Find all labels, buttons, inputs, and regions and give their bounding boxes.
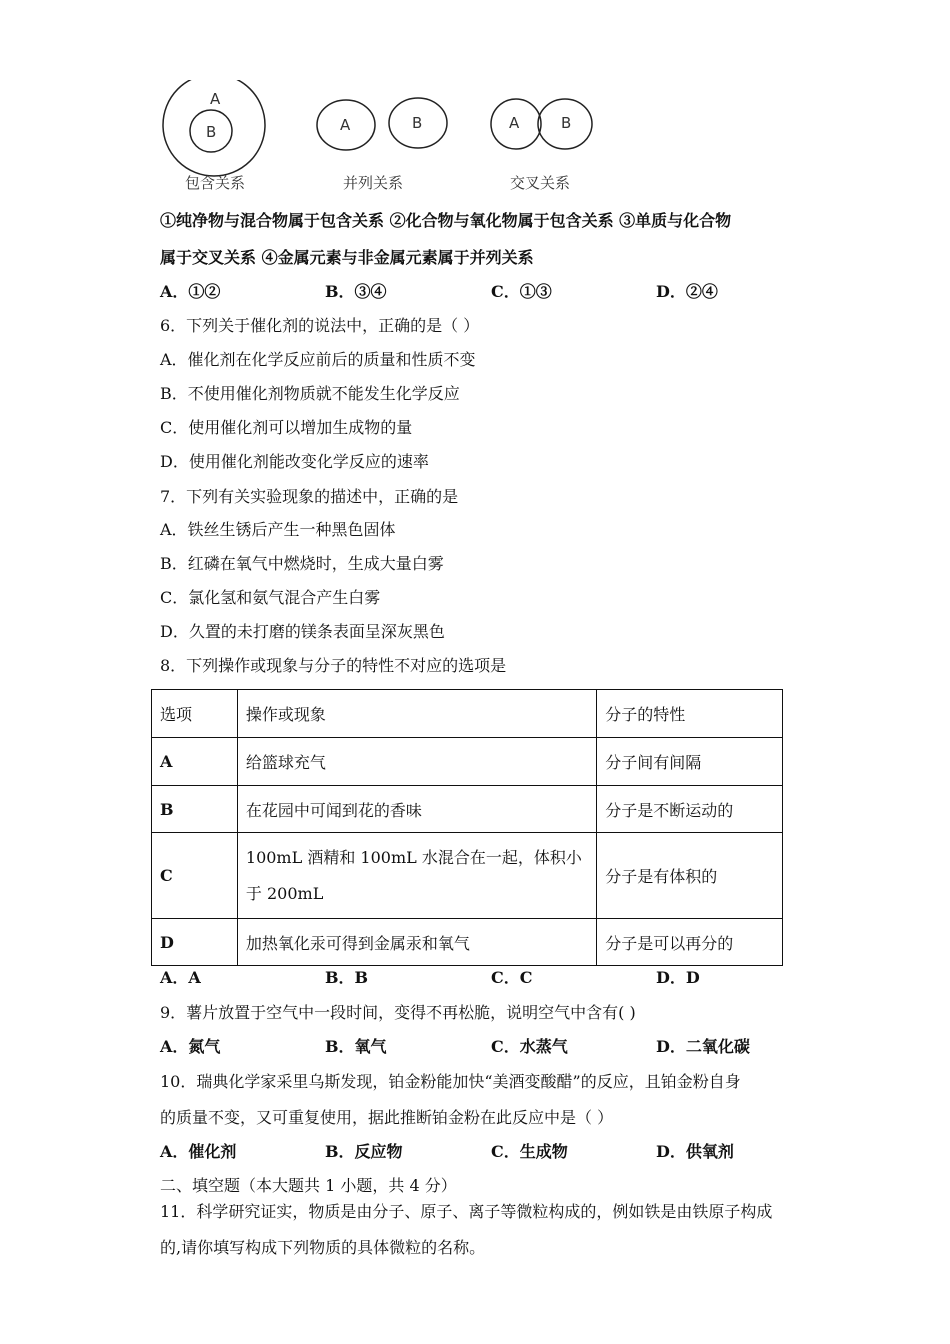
table-row <box>152 786 783 833</box>
q10-option-c[interactable]: C．生成物 <box>491 1142 568 1161</box>
q9-option-d[interactable]: D．二氧化碳 <box>656 1037 750 1056</box>
q8-option-b[interactable]: B．B <box>325 968 369 987</box>
q8-option-d[interactable]: D．D <box>656 968 700 987</box>
q7-stem: 7．下列有关实验现象的描述中，正确的是 <box>160 487 459 506</box>
row-a-operation: 给篮球充气 <box>237 738 596 786</box>
q10-option-b[interactable]: B．反应物 <box>325 1142 403 1161</box>
label-b-inner: B <box>206 123 217 141</box>
header-property: 分子的特性 <box>597 690 783 738</box>
q5-statements-line2: 属于交叉关系 ④金属元素与非金属元素属于并列关系 <box>160 248 534 267</box>
row-a-property: 分子间有间隔 <box>597 738 783 786</box>
q7-option-a[interactable]: A．铁丝生锈后产生一种黑色固体 <box>160 520 396 539</box>
q6-option-d[interactable]: D．使用催化剂能改变化学反应的速率 <box>160 452 429 471</box>
row-c-operation: 100mL 酒精和 100mL 水混合在一起，体积小于 200mL <box>237 833 596 919</box>
q8-option-c[interactable]: C．C <box>491 968 533 987</box>
q11-stem-line1: 11．科学研究证实，物质是由分子、原子、离子等微粒构成的，例如铁是由铁原子构成 <box>160 1202 773 1221</box>
q5-option-d[interactable]: D．②④ <box>656 282 718 301</box>
q8-table <box>151 689 783 966</box>
row-b-option: B <box>152 786 238 833</box>
row-b-property: 分子是不断运动的 <box>597 786 783 833</box>
q7-option-c[interactable]: C．氯化氢和氨气混合产生白雾 <box>160 588 381 607</box>
q10-stem-line2: 的质量不变，又可重复使用，据此推断铂金粉在此反应中是（ ） <box>160 1108 614 1127</box>
q9-option-b[interactable]: B．氧气 <box>325 1037 387 1056</box>
q9-option-c[interactable]: C．水蒸气 <box>491 1037 568 1056</box>
row-a-option: A <box>152 738 238 786</box>
q8-option-a[interactable]: A．A <box>160 968 201 987</box>
label-a-intersect: A <box>509 114 520 132</box>
q5-option-c[interactable]: C．①③ <box>491 282 552 301</box>
caption-intersection: 交叉关系 <box>510 174 571 192</box>
label-b-parallel: B <box>412 114 423 132</box>
q6-option-a[interactable]: A．催化剂在化学反应前后的质量和性质不变 <box>160 350 476 369</box>
row-c-property: 分子是有体积的 <box>597 833 783 919</box>
row-c-option: C <box>152 833 238 919</box>
label-b-intersect: B <box>561 114 572 132</box>
row-b-operation: 在花园中可闻到花的香味 <box>237 786 596 833</box>
q9-option-a[interactable]: A．氮气 <box>160 1037 221 1056</box>
table-row <box>152 919 783 966</box>
q6-option-c[interactable]: C．使用催化剂可以增加生成物的量 <box>160 418 413 437</box>
q10-option-d[interactable]: D．供氧剂 <box>656 1142 734 1161</box>
intersection-diagram <box>491 99 592 149</box>
caption-parallel: 并列关系 <box>343 174 404 192</box>
q6-option-b[interactable]: B．不使用催化剂物质就不能发生化学反应 <box>160 384 460 403</box>
q10-stem-line1: 10．瑞典化学家采里乌斯发现，铂金粉能加快“美酒变酸醋”的反应，且铂金粉自身 <box>160 1072 741 1091</box>
parallel-diagram <box>317 98 447 150</box>
table-row <box>152 833 783 919</box>
table-row <box>152 738 783 786</box>
q11-stem-line2: 的,请你填写构成下列物质的具体微粒的名称。 <box>160 1238 486 1257</box>
label-a-parallel: A <box>340 116 351 134</box>
q5-option-b[interactable]: B．③④ <box>325 282 387 301</box>
header-option: 选项 <box>152 690 238 738</box>
q8-stem: 8．下列操作或现象与分子的特性不对应的选项是 <box>160 656 507 675</box>
caption-containment: 包含关系 <box>185 174 246 192</box>
q6-stem: 6．下列关于催化剂的说法中，正确的是（ ） <box>160 316 480 335</box>
q5-statements-line1: ①纯净物与混合物属于包含关系 ②化合物与氧化物属于包含关系 ③单质与化合物 <box>160 211 732 230</box>
row-d-property: 分子是可以再分的 <box>597 919 783 966</box>
q9-stem: 9．薯片放置于空气中一段时间，变得不再松脆，说明空气中含有( ) <box>160 1003 636 1022</box>
section-heading: 二、填空题（本大题共 1 小题，共 4 分） <box>160 1176 457 1195</box>
q7-option-d[interactable]: D．久置的未打磨的镁条表面呈深灰黑色 <box>160 622 445 641</box>
label-a-outer: A <box>210 90 221 108</box>
q5-option-a[interactable]: A．①② <box>160 282 221 301</box>
header-operation: 操作或现象 <box>237 690 596 738</box>
row-d-option: D <box>152 919 238 966</box>
q7-option-b[interactable]: B．红磷在氧气中燃烧时，生成大量白雾 <box>160 554 444 573</box>
q10-option-a[interactable]: A．催化剂 <box>160 1142 237 1161</box>
table-header-row <box>152 690 783 738</box>
row-d-operation: 加热氧化汞可得到金属汞和氧气 <box>237 919 596 966</box>
